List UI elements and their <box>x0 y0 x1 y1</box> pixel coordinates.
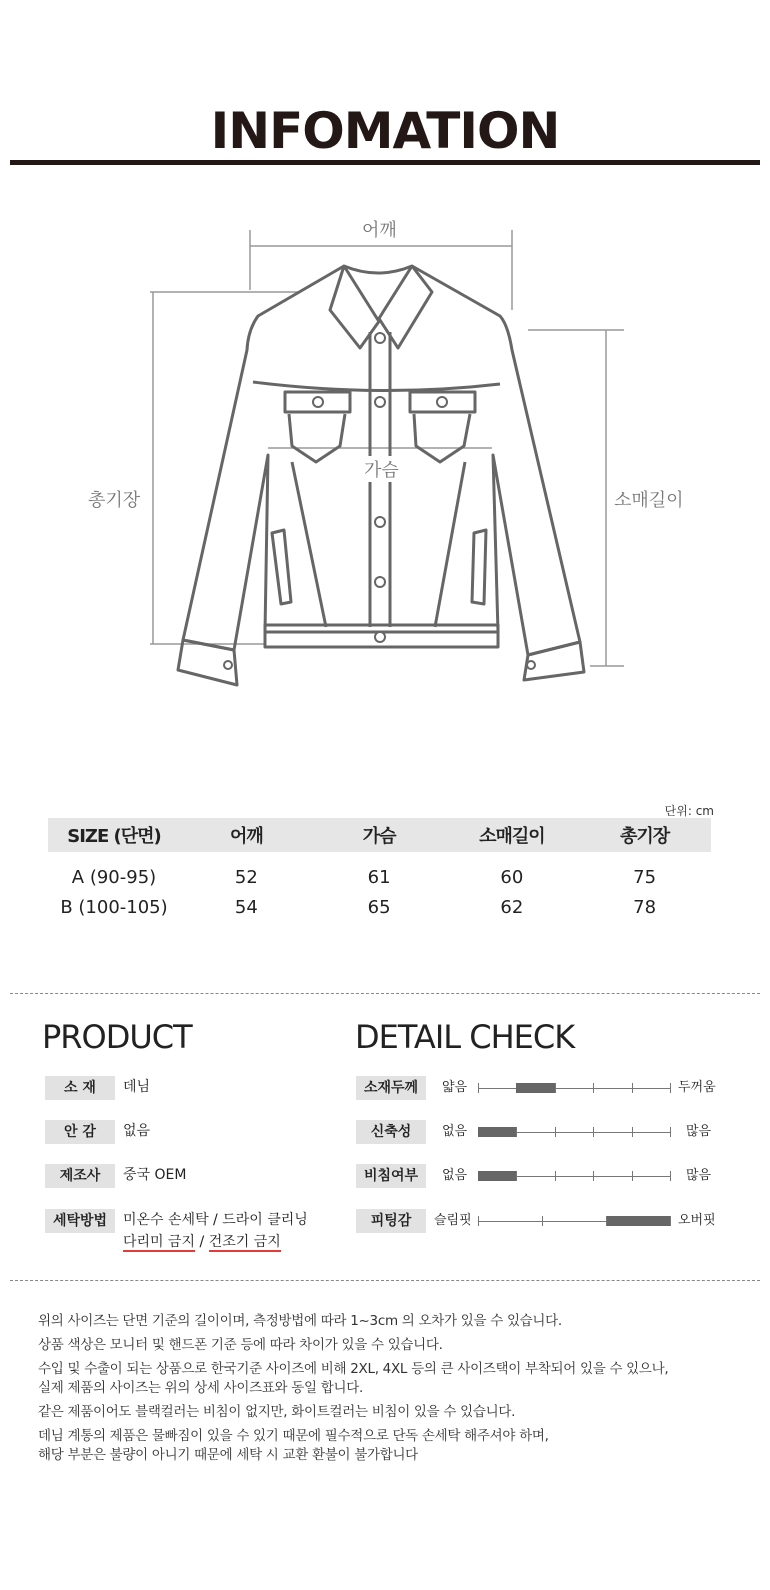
detail-label: 피팅감 <box>356 1209 426 1233</box>
no-iron-warning: 다리미 금지 <box>123 1234 196 1250</box>
scale-level-bar <box>607 1216 670 1226</box>
chest-label: 가슴 <box>362 456 401 482</box>
table-cell: A (90-95) <box>71 866 157 888</box>
scale-track <box>478 1088 670 1089</box>
table-cell: 60 <box>500 866 524 888</box>
table-cell: 54 <box>234 896 258 918</box>
scale-level-bar <box>478 1127 516 1137</box>
note-line: 수입 및 수출이 되는 상품으로 한국기준 사이즈에 비해 2XL, 4XL 등의 큰 사이즈택이 부착되어 있을 수 있으나, <box>38 1361 669 1377</box>
table-cell: 61 <box>367 866 391 888</box>
product-value-material: 데님 <box>123 1079 151 1095</box>
table-cell: 62 <box>500 896 524 918</box>
scale-tick <box>632 1127 633 1137</box>
scale-min-label: 없음 <box>442 1168 468 1183</box>
scale-tick <box>670 1083 671 1093</box>
scale-tick <box>593 1127 594 1137</box>
note-line: 데님 계통의 제품은 물빠짐이 있을 수 있기 때문에 필수적으로 단독 손세탁 해주셔야 하며, <box>38 1428 549 1444</box>
scale-tick <box>555 1127 556 1137</box>
scale-tick <box>478 1216 479 1226</box>
scale-level-bar <box>478 1171 516 1181</box>
table-row <box>48 852 711 892</box>
scale-tick <box>516 1127 517 1137</box>
scale-min-label: 슬림핏 <box>434 1213 472 1228</box>
product-title: PRODUCT <box>42 1018 192 1056</box>
product-value-maker: 중국 OEM <box>123 1167 187 1183</box>
scale-tick <box>593 1171 594 1181</box>
header-shoulder: 어깨 <box>180 818 313 852</box>
note-line: 위의 사이즈는 단면 기준의 길이이며, 측정방법에 따라 1~3cm 의 오차가 있을 수 있습니다. <box>38 1313 562 1329</box>
warning-separator: / <box>195 1234 209 1250</box>
sleeve-length-label: 소매길이 <box>614 490 684 511</box>
detail-check-title: DETAIL CHECK <box>355 1018 575 1056</box>
detail-label: 신축성 <box>356 1120 426 1144</box>
washing-warnings <box>123 1231 308 1253</box>
scale-tick <box>542 1216 543 1226</box>
detail-label: 비침여부 <box>356 1164 426 1188</box>
detail-label: 소재두께 <box>356 1076 426 1100</box>
total-length-label: 총기장 <box>88 490 141 511</box>
scale-tick <box>593 1083 594 1093</box>
scale-level-bar <box>516 1083 554 1093</box>
product-label-washing: 세탁방법 <box>45 1209 115 1233</box>
note-line: 실제 제품의 사이즈는 위의 상세 사이즈표와 동일 합니다. <box>38 1380 363 1396</box>
product-label-material: 소 재 <box>45 1076 115 1100</box>
scale-max-label: 오버핏 <box>678 1213 716 1228</box>
product-label-maker: 제조사 <box>45 1164 115 1188</box>
product-label-lining: 안 감 <box>45 1120 115 1144</box>
washing-method: 미온수 손세탁 / 드라이 클리닝 <box>123 1212 308 1228</box>
scale-tick <box>670 1171 671 1181</box>
table-cell: 78 <box>633 896 657 918</box>
no-dryer-warning: 건조기 금지 <box>208 1234 281 1250</box>
product-value-lining: 없음 <box>123 1123 151 1139</box>
table-cell: 52 <box>234 866 258 888</box>
table-cell: 75 <box>633 866 657 888</box>
product-value-washing <box>123 1209 308 1253</box>
scale-tick <box>478 1083 479 1093</box>
title-divider <box>10 160 760 165</box>
scale-max-label: 두꺼움 <box>678 1080 716 1095</box>
scale-min-label: 없음 <box>442 1124 468 1139</box>
size-table <box>48 818 711 922</box>
table-header-row <box>48 818 711 852</box>
note-line: 같은 제품이어도 블랙컬러는 비침이 없지만, 화이트컬러는 비침이 있을 수 있습니다. <box>38 1404 516 1420</box>
table-cell: B (100-105) <box>60 896 168 918</box>
dotted-divider <box>10 1280 760 1281</box>
page-title: INFOMATION <box>210 102 560 160</box>
scale-tick <box>516 1171 517 1181</box>
scale-tick <box>632 1171 633 1181</box>
scale-tick <box>632 1083 633 1093</box>
shoulder-label: 어깨 <box>362 220 397 241</box>
scale-max-label: 많음 <box>686 1124 712 1139</box>
header-sleeve: 소매길이 <box>446 818 579 852</box>
scale-tick <box>555 1083 556 1093</box>
dotted-divider <box>10 993 760 994</box>
scale-max-label: 많음 <box>686 1168 712 1183</box>
header-chest: 가슴 <box>313 818 446 852</box>
scale-tick <box>670 1216 671 1226</box>
header-size: SIZE (단면) <box>48 818 180 852</box>
scale-tick <box>555 1171 556 1181</box>
scale-min-label: 얇음 <box>442 1080 468 1095</box>
note-line: 해당 부분은 불량이 아니기 때문에 세탁 시 교환 환불이 불가합니다 <box>38 1447 418 1463</box>
table-row <box>48 892 711 922</box>
note-line: 상품 색상은 모니터 및 핸드폰 기준 등에 따라 차이가 있을 수 있습니다. <box>38 1337 443 1353</box>
unit-note: 단위: cm <box>664 804 714 818</box>
scale-tick <box>670 1127 671 1137</box>
header-length: 총기장 <box>578 818 711 852</box>
table-cell: 65 <box>367 896 391 918</box>
